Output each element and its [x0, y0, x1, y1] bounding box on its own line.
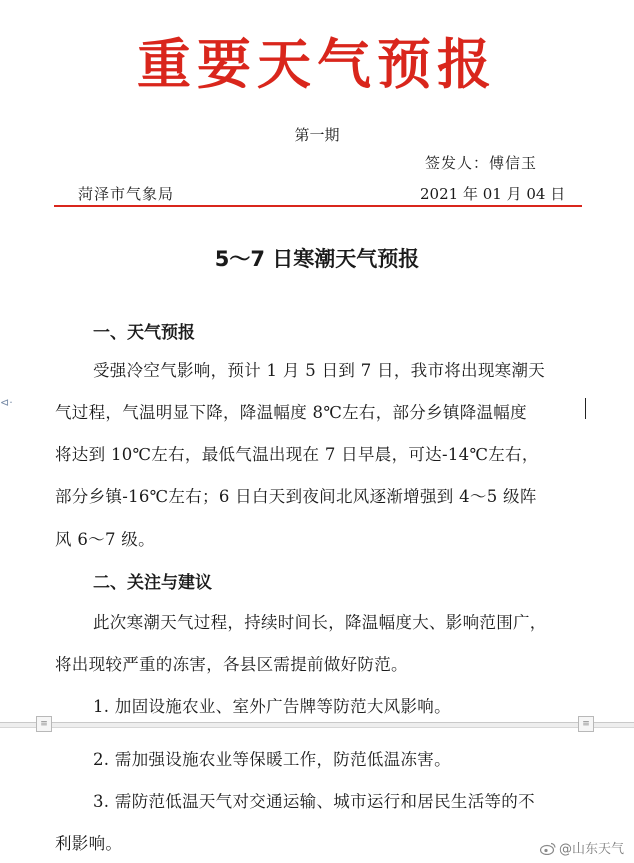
page-gap-marker-icon[interactable]: ≡ — [578, 716, 594, 732]
watermark — [540, 838, 624, 859]
document-title: 5～7 日寒潮天气预报 — [214, 247, 420, 271]
paragraph-line: 受强冷空气影响，预计 1 月 5 日到 7 日，我市将出现寒潮天 — [93, 361, 546, 380]
page-break — [0, 722, 634, 728]
paragraph-line: 气过程，气温明显下降，降温幅度 8℃左右，部分乡镇降温幅度 — [55, 403, 527, 422]
section-heading-forecast: 一、天气预报 — [93, 323, 195, 343]
issuing-bureau: 菏泽市气象局 — [78, 185, 175, 203]
main-title: 重要天气预报 — [137, 33, 497, 96]
list-item: 3. 需防范低温天气对交通运输、城市运行和居民生活等的不 — [93, 792, 535, 811]
issue-number: 第一期 — [294, 126, 340, 144]
list-item: 1. 加固设施农业、室外广告牌等防范大风影响。 — [93, 697, 451, 716]
issue-date: 2021 年 01 月 04 日 — [420, 185, 566, 203]
red-divider — [54, 205, 582, 207]
text-cursor — [585, 398, 586, 419]
section-heading-advice: 二、关注与建议 — [93, 573, 212, 593]
list-item: 2. 需加强设施农业等保暖工作，防范低温冻害。 — [93, 750, 451, 769]
watermark-text: @山东天气 — [559, 842, 625, 857]
paragraph-line: 将达到 10℃左右，最低气温出现在 7 日早晨，可达-14℃左右， — [55, 445, 539, 464]
paragraph-line: 将出现较严重的冻害，各县区需提前做好防范。 — [55, 655, 408, 674]
paragraph-line: 此次寒潮天气过程，持续时间长，降温幅度大、影响范围广， — [93, 613, 547, 632]
margin-tab-icon[interactable]: ⊲· — [0, 396, 13, 409]
paragraph-line: 部分乡镇-16℃左右；6 日白天到夜间北风逐渐增强到 4～5 级阵 — [55, 487, 537, 506]
signer: 签发人：傅信玉 — [425, 154, 538, 172]
paragraph-line: 利影响。 — [55, 834, 123, 853]
paragraph-line: 风 6～7 级。 — [55, 530, 155, 549]
page-gap-marker-icon[interactable]: ≡ — [36, 716, 52, 732]
weibo-icon — [540, 842, 556, 859]
